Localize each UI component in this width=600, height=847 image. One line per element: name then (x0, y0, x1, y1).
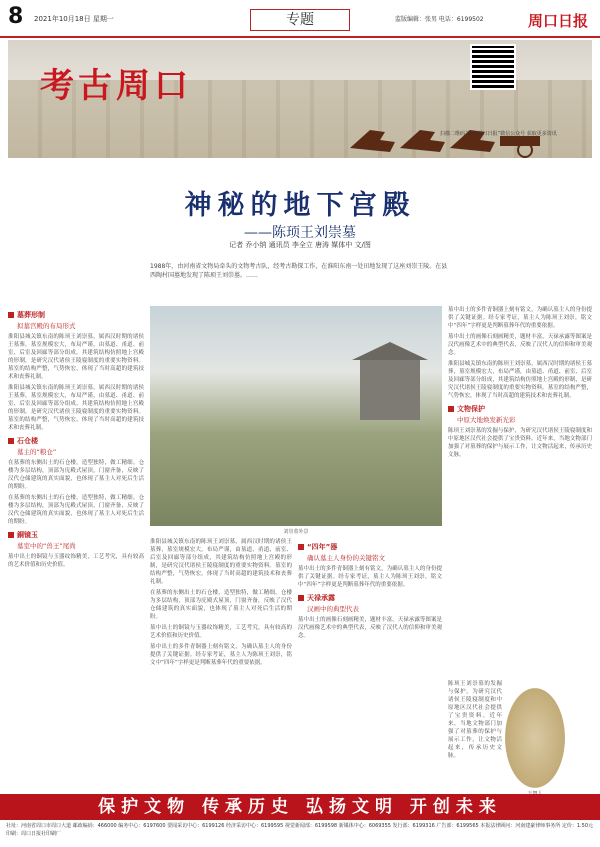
newspaper-logo: 周口日报 (528, 12, 589, 30)
section-heading: 墓葬形制 (8, 310, 144, 320)
section-body: 墓中出土的画像石刻画精美，题材丰富，天禄承露等图案是汉代画像艺术中的典型代表，反映了汉代人的信仰和审美观念。 (298, 617, 442, 639)
section-body: 淮阳县城关镇东南的陈顼王刘崇墓，属西汉时期的诸侯王墓葬，墓室规模宏大，布局严谨，由墓道、甬道、前室、后室及回廊等部分组成，其建筑结构仿照地上宫殿的形制，是研究汉代诸侯王陵寝制度的重要实物资料。墓室的结构严整，气势恢宏，体现了当时高超的建筑技术和丧葬礼制。 (448, 361, 592, 399)
bullet-icon (298, 595, 304, 601)
bullet-icon (298, 544, 304, 550)
section-body: 墓中出土的铜镜与玉器纹饰精美，工艺考究，具有较高的艺术价值和历史价值。 (8, 554, 144, 568)
photo-caption: 刘崇墓外景 (283, 529, 309, 535)
section-label: 专题 (250, 9, 350, 31)
section-subheading: 确认墓主人身份的关键铭文 (307, 554, 385, 562)
article-byline: 记者 乔小纳 通讯员 李全立 唐涛 媒体中 文/图 (229, 241, 371, 249)
section-heading: 石仓楼 (8, 436, 144, 446)
section-body: 在墓葬的东侧出土的石仓楼，造型独特，做工精细。仓楼为多层结构，顶部为庑殿式屋顶，门窗齐备，反映了汉代仓储建筑的真实面貌，也体现了墓主人对死后生活的期盼。 (150, 590, 292, 620)
section-body: 墓中出土的画像石刻画精美，题材丰富，天禄承露等图案是汉代画像艺术中的典型代表，反映了汉代人的信仰和审美观念。 (448, 334, 592, 356)
section-body: 淮阳县城关镇东南的陈顼王刘崇墓，属西汉时期的诸侯王墓葬，墓室规模宏大，布局严谨，由墓道、甬道、前室、后室及回廊等部分组成，其建筑结构仿照地上宫殿的形制，是研究汉代诸侯王陵寝制度的重要实物资料。墓室的结构严整，气势恢宏，体现了当时高超的建筑技术和丧葬礼制。 (8, 385, 144, 431)
slogan-banner: 保护文物 传承历史 弘扬文明 开创未来 (0, 794, 600, 820)
section-body: 墓中出土的多件青铜器上刻有铭文，为确认墓主人的身份提供了关键证据。经专家考证，墓主人为陈顼王刘崇，铭文中“四年”字样更是判断墓葬年代的重要依据。 (298, 566, 442, 588)
bullet-icon (448, 406, 454, 412)
bullet-icon (8, 438, 14, 444)
bullet-icon (8, 532, 14, 538)
section-body: 淮阳县城关镇东南的陈顼王刘崇墓，属西汉时期的诸侯王墓葬，墓室规模宏大，布局严谨，由墓道、甬道、前室、后室及回廊等部分组成，其建筑结构仿照地上宫殿的形制，是研究汉代诸侯王陵寝制度的重要实物资料。墓室的结构严整，气势恢宏，体现了当时高超的建筑技术和丧葬礼制。 (8, 334, 144, 380)
middle-column-left (150, 538, 292, 788)
section-subheading: 拟墓宫殿的布局形式 (17, 322, 76, 330)
section-body: 墓中出土的铜镜与玉器纹饰精美，工艺考究，具有较高的艺术价值和历史价值。 (150, 625, 292, 639)
editor-info: 监版编辑：张男 电话：6199502 (395, 16, 484, 23)
jade-dancer-image (505, 688, 565, 788)
section-subheading: 墓主的“粮仓” (17, 448, 57, 456)
page-footer: 社址：河南省周口市周口大道 邮政编码：466000 编务中心：6197600 要闻采访中心：6199126 经济采访中心：6199595 视觉新闻部：6199598 新媒体中心：6069355 发行部：6199316 广告部：6199565 本报法律顾问：河南建豪律师事务所 定价：1.50元 印刷：周口日报社印刷厂 (6, 823, 593, 837)
tomb-building-image (360, 360, 420, 420)
bullet-icon (8, 312, 14, 318)
section-body: 墓中出土的多件青铜器上刻有铭文，为确认墓主人的身份提供了关键证据。经专家考证，墓主人为陈顼王刘崇，铭文中“四年”字样更是判断墓葬年代的重要依据。 (448, 307, 592, 329)
right-column-bottom (448, 680, 502, 788)
banner-title: 考古周口 (40, 66, 192, 106)
middle-column-right (298, 538, 442, 788)
qr-note: 扫描二维码关注“周口日报”微信公众号 获取更多资讯 (440, 131, 557, 137)
section-body: 在墓葬的东侧出土的石仓楼，造型独特，做工精细。仓楼为多层结构，顶部为庑殿式屋顶，门窗齐备，反映了汉代仓储建筑的真实面貌，也体现了墓主人对死后生活的期盼。 (8, 495, 144, 525)
section-body: 在墓葬的东侧出土的石仓楼，造型独特，做工精细。仓楼为多层结构，顶部为庑殿式屋顶，门窗齐备，反映了汉代仓储建筑的真实面貌，也体现了墓主人对死后生活的期盼。 (8, 460, 144, 490)
article-subtitle: ——陈顼王刘崇墓 (244, 225, 356, 241)
section-body: 陈顼王刘崇墓的发掘与保护，为研究汉代诸侯王陵寝制度和中原地区汉代社会提供了宝贵资料。近年来，当地文物部门加强了对墓葬的保护与展示工作，让文物活起来，传承历史文脉。 (448, 681, 502, 759)
section-heading: 文物保护 (448, 404, 592, 414)
section-body: 淮阳县城关镇东南的陈顼王刘崇墓，属西汉时期的诸侯王墓葬，墓室规模宏大，布局严谨，由墓道、甬道、前室、后室及回廊等部分组成，其建筑结构仿照地上宫殿的形制，是研究汉代诸侯王陵寝制度的重要实物资料。墓室的结构严整，气势恢宏，体现了当时高超的建筑技术和丧葬礼制。 (150, 539, 292, 585)
page-header (0, 0, 600, 38)
article-lead: 1988年，由河南省文物局牵头的文物考古队，经考古勘探工作，在淮阳东南一处田地发现了这座刘崇王陵。在县西陶村国墓地发现了陈顼王刘崇墓。…… (150, 263, 448, 279)
section-body: 陈顼王刘崇墓的发掘与保护，为研究汉代诸侯王陵寝制度和中原地区汉代社会提供了宝贵资料。近年来，当地文物部门加强了对墓葬的保护与展示工作，让文物活起来，传承历史文脉。 (448, 428, 592, 458)
section-heading: 天禄承露 (298, 593, 442, 603)
section-subheading: 中原大地焕发新光彩 (457, 416, 516, 424)
section-subheading: 汉画中的典型代表 (307, 605, 359, 613)
section-body: 墓中出土的多件青铜器上刻有铭文，为确认墓主人的身份提供了关键证据。经专家考证，墓主人为陈顼王刘崇，铭文中“四年”字样更是判断墓葬年代的重要依据。 (150, 644, 292, 666)
page-number: 8 (8, 4, 24, 29)
article-title: 神秘的地下宫殿 (184, 190, 416, 221)
section-heading: “四年”器 (298, 542, 442, 552)
section-subheading: 墓室中的“兽王”尾尚 (17, 542, 76, 550)
right-column (448, 306, 592, 676)
issue-date: 2021年10月18日 星期一 (34, 15, 114, 23)
left-column (8, 306, 144, 788)
section-heading: 銅镜玉 (8, 530, 144, 540)
qr-code-icon (470, 44, 516, 90)
horse-chariot-icon (340, 118, 570, 158)
